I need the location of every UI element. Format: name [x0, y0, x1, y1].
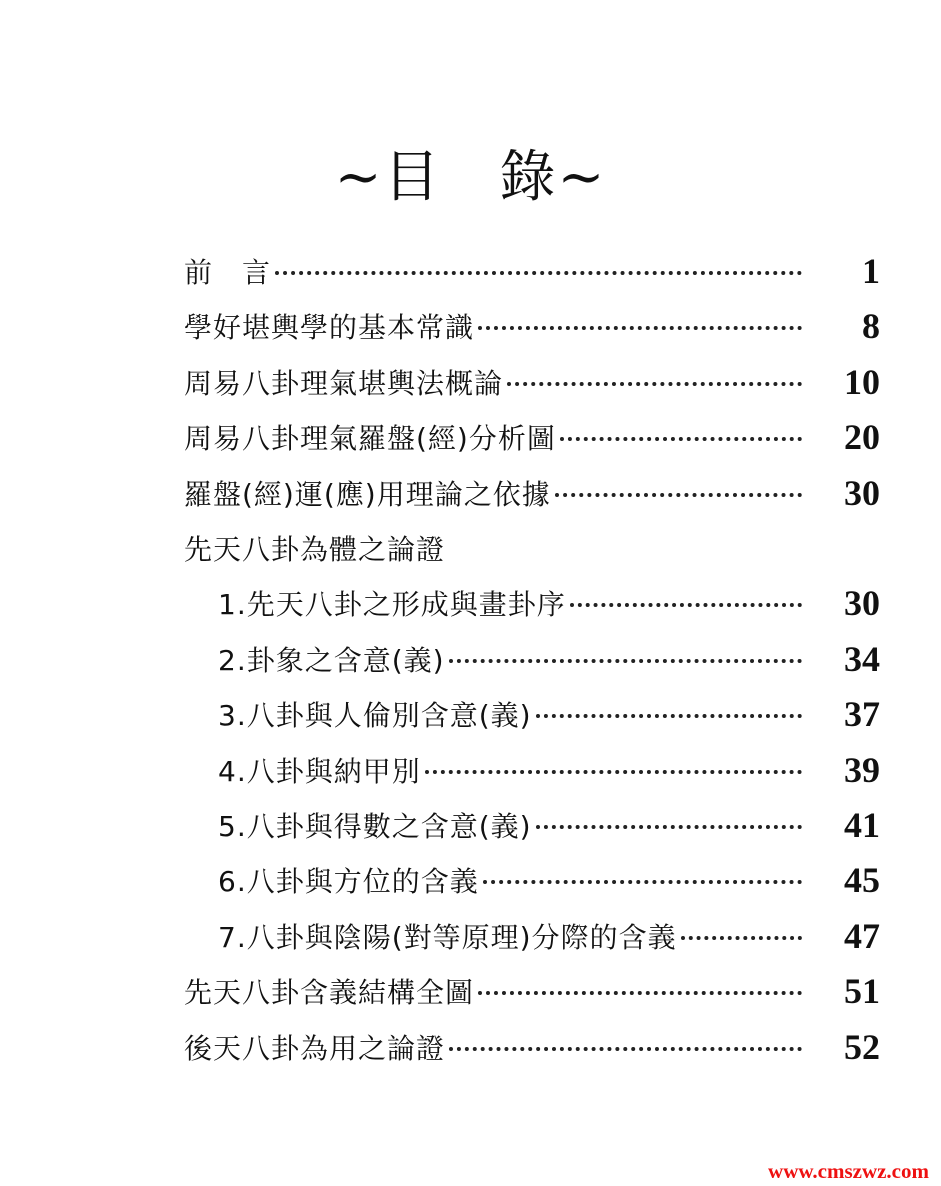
- toc-entry-label: 3.八卦與人倫別含意(義): [218, 699, 532, 732]
- dot-leader: [449, 659, 802, 663]
- toc-entry-label: 先天八卦為體之論證: [184, 533, 446, 566]
- dot-leader: [425, 770, 802, 774]
- toc-entry-label: 4.八卦與納甲別: [218, 755, 421, 788]
- toc-page-number: 39: [844, 750, 880, 790]
- toc-entry: [184, 409, 880, 465]
- toc-subentry: [218, 686, 880, 742]
- toc-page-number: 52: [844, 1027, 880, 1067]
- dot-leader: [483, 880, 802, 884]
- toc-entry: [184, 963, 880, 1019]
- dot-leader: [555, 493, 802, 497]
- toc-entry-label: 後天八卦為用之論證: [184, 1032, 446, 1065]
- dot-leader: [507, 382, 802, 386]
- dot-leader: [570, 603, 802, 607]
- toc-page-number: 34: [844, 639, 880, 679]
- toc-entry-label: 先天八卦含義結構全圖: [184, 976, 475, 1009]
- dot-leader: [478, 991, 802, 995]
- toc-entry: [184, 520, 808, 576]
- toc-page-number: 45: [844, 860, 880, 900]
- toc-page-number: 1: [862, 251, 880, 291]
- toc-page-number: 8: [862, 306, 880, 346]
- dot-leader: [681, 936, 802, 940]
- toc-page-number: 10: [844, 362, 880, 402]
- toc-entry: [184, 243, 880, 299]
- toc-entry: [184, 1019, 880, 1075]
- toc-subentry: [218, 908, 880, 964]
- toc-subentry: [218, 742, 880, 798]
- toc-entry-label: 學好堪輿學的基本常識: [184, 311, 475, 344]
- toc-subentry: [218, 852, 880, 908]
- toc-page-number: 51: [844, 971, 880, 1011]
- dot-leader: [536, 825, 802, 829]
- toc-subentry: [218, 631, 880, 687]
- toc-subentry: [218, 797, 880, 853]
- toc-page-number: 30: [844, 583, 880, 623]
- toc-entry: [184, 465, 880, 521]
- toc-entry-label: 前 言: [184, 256, 272, 289]
- toc-entry-label: 6.八卦與方位的含義: [218, 865, 479, 898]
- toc-entry-label: 周易八卦理氣堪輿法概論: [184, 367, 504, 400]
- toc-page-number: 30: [844, 473, 880, 513]
- toc-page-number: 37: [844, 694, 880, 734]
- toc-page-number: 47: [844, 916, 880, 956]
- dot-leader: [560, 437, 802, 441]
- toc-entry-label: 周易八卦理氣羅盤(經)分析圖: [184, 422, 556, 455]
- toc-page-number: 20: [844, 417, 880, 457]
- dot-leader: [536, 714, 802, 718]
- dot-leader: [275, 271, 802, 275]
- toc-page-number: 41: [844, 805, 880, 845]
- toc-entry-label: 7.八卦與陰陽(對等原理)分際的含義: [218, 921, 677, 954]
- toc-entry: [184, 354, 880, 410]
- toc-entry: [184, 298, 880, 354]
- toc-entry-label: 1.先天八卦之形成與畫卦序: [218, 588, 566, 621]
- toc-entry-label: 5.八卦與得數之含意(義): [218, 810, 532, 843]
- watermark: www.cmszwz.com: [768, 1159, 929, 1183]
- toc-entry-label: 2.卦象之含意(義): [218, 644, 445, 677]
- dot-leader: [449, 1047, 802, 1051]
- dot-leader: [478, 326, 802, 330]
- toc-entry-label: 羅盤(經)運(應)用理論之依據: [184, 478, 551, 511]
- toc-subentry: [218, 575, 880, 631]
- page-title: ~目 錄~: [334, 145, 607, 210]
